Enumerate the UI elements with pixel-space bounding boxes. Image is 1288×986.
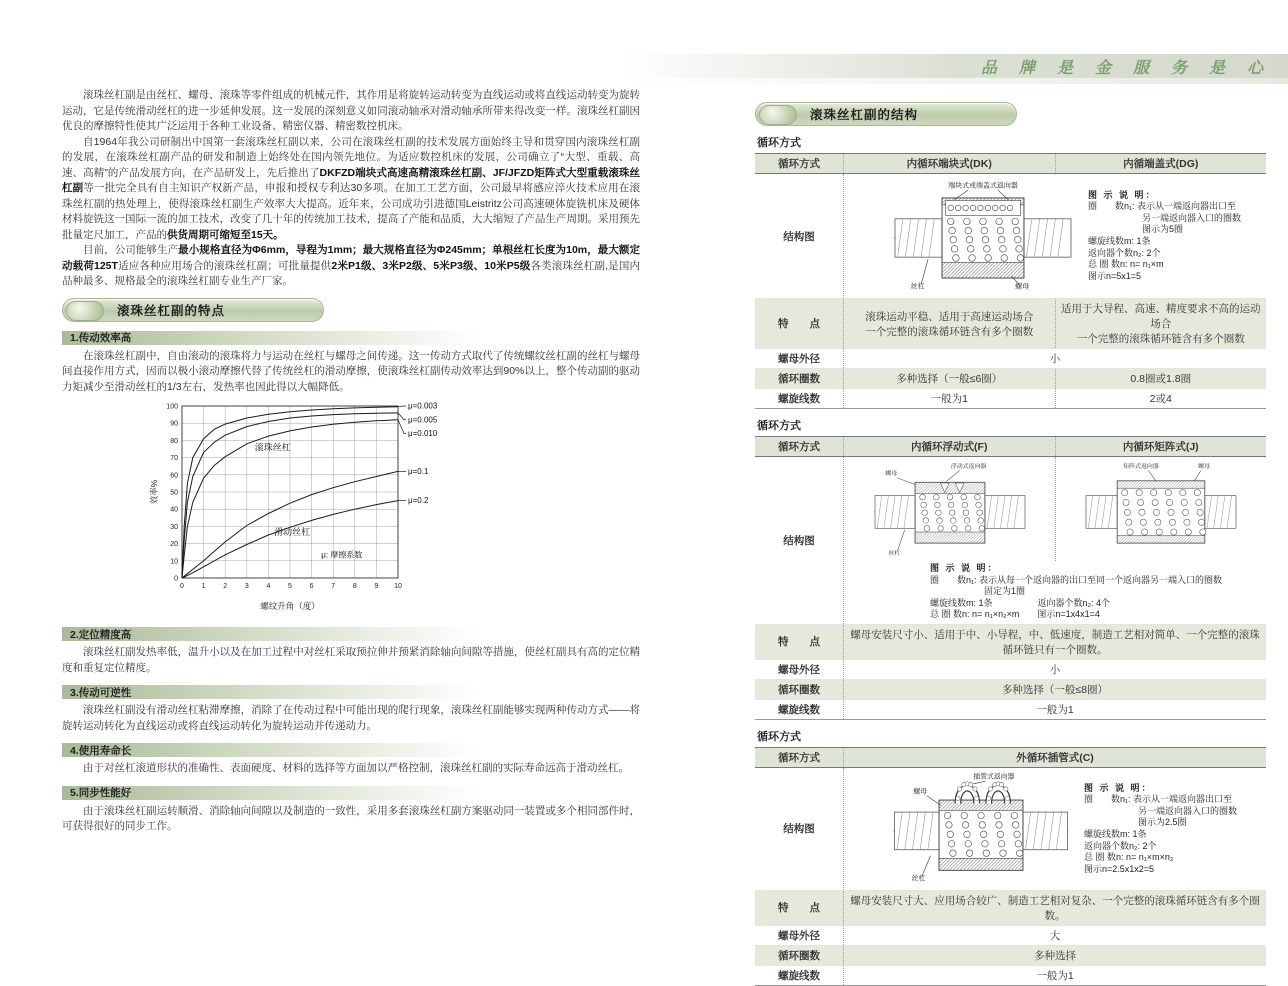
svg-text:μ=0.1: μ=0.1 [408, 466, 429, 476]
cell-line: 一个完整的滚珠循环链含有多个圈数 [1076, 333, 1245, 345]
feature-heading: 5.同步性能好 [62, 786, 640, 800]
svg-text:μ=0.010: μ=0.010 [408, 429, 438, 439]
row-label-cell: 螺旋线数 [778, 393, 820, 405]
svg-text:螺母: 螺母 [1015, 283, 1030, 291]
table-data-cell [843, 625, 1266, 659]
table-row [755, 679, 1266, 699]
row-label-cell: 螺旋线数 [778, 703, 820, 716]
table-header-cell: 循环方式 [778, 751, 820, 764]
table-data-cell [843, 680, 1266, 699]
feature-paragraph: 滚珠丝杠副发热率低，温升小以及在加工过程中对丝杠采取预拉伸并预紧消除轴向间隙等措施，使丝杠副具有高的定位精度和重复定位精度。 [62, 646, 640, 674]
table-data-cell [843, 966, 1266, 985]
text-run: 各类滚珠丝杠副,是国内品种最多、规格最全的滚珠丝杠副专业生产厂家。 [62, 259, 641, 287]
table-row [755, 890, 1266, 925]
svg-text:100: 100 [166, 403, 178, 411]
cell-line: 多种选择 [1034, 949, 1076, 962]
legend-line: 圈 数n₁: 表示从每一个返向器的出口至同一个返向器另一端入口的圈数 [930, 574, 1223, 585]
diagram-legend [1088, 190, 1241, 283]
structure-row-label: 结构图 [783, 230, 815, 243]
diagram-row [844, 457, 1266, 561]
diagram-cell [844, 457, 1055, 561]
cell-line: 螺母安装尺寸小、适用于中、小导程，中、低速度，制造工艺相对简单、一个完整的滚珠循环链只有一个圈数。 [850, 628, 1260, 656]
left-page [62, 88, 640, 835]
text-run: 目前，公司能够生产 [83, 244, 179, 256]
structure-content [843, 174, 1266, 298]
table-row [755, 965, 1266, 985]
svg-text:螺纹升角（度）: 螺纹升角（度） [260, 601, 320, 611]
svg-text:浮动式返向器: 浮动式返向器 [950, 464, 986, 471]
legend-line: 另一端返向器入口的圈数 [1084, 805, 1238, 816]
legend-line: 图示为5圈 [1088, 224, 1184, 235]
cell-line: 多种选择（一般≤8圈） [1001, 683, 1109, 696]
cell-line: 0.8圈或1.8圈 [1130, 373, 1192, 385]
page-header-band [620, 54, 1288, 78]
svg-text:6: 6 [309, 583, 314, 590]
structure-content [843, 768, 1266, 890]
feature-heading: 3.传动可逆性 [62, 685, 640, 699]
bold-text: 最小规格直径为Φ6mm，导程为1mm；最大规格直径为Φ245mm；单根丝杠长度为10m，最大额定动载荷125T [62, 244, 641, 272]
svg-text:70: 70 [170, 455, 178, 463]
intro-paragraph [62, 135, 640, 244]
table-data-cell [843, 926, 1266, 945]
legend-line: 返向器个数n₂: 2个 [1088, 247, 1161, 258]
table-header-row [755, 153, 1266, 174]
svg-text:2: 2 [223, 583, 228, 590]
table-header-cell: 循环方式 [778, 158, 820, 170]
row-label-cell: 螺旋线数 [778, 969, 820, 982]
table-row [755, 624, 1266, 659]
structure-content [843, 457, 1266, 624]
screw-diagram-matrix [1082, 460, 1240, 558]
row-label-cell: 特 点 [778, 636, 820, 649]
svg-text:0: 0 [180, 583, 184, 590]
svg-text:9: 9 [374, 583, 379, 590]
features-section-header [62, 298, 324, 322]
row-label-cell: 螺母外径 [778, 663, 820, 676]
svg-text:4: 4 [266, 583, 271, 590]
diagram-cell [890, 177, 1076, 295]
table-data-cell [843, 891, 1266, 925]
efficiency-chart-svg [146, 399, 478, 613]
svg-text:μ=0.2: μ=0.2 [408, 496, 429, 506]
svg-text:丝杠: 丝杠 [911, 875, 926, 883]
table-data-cell [843, 299, 1055, 348]
feature-paragraph: 由于对丝杠滚道形状的准确性、表面硬度、材料的选择等方面加以严格控制，滚珠丝杠副的实际寿命远高于滑动丝杠。 [83, 762, 629, 774]
table-row [755, 659, 1266, 679]
structure-section-title: 滚珠丝杠副的结构 [810, 108, 919, 122]
legend-line: 总 圈 数n: n= n₁×n₂×m 图示n=1x4x1=4 [930, 609, 1100, 620]
cell-line: 滚珠运动平稳、适用于高速运动场合 [865, 310, 1034, 323]
table-data-cell [843, 946, 1266, 965]
table-header-cell: 内循环矩阵式(J) [1055, 437, 1267, 456]
feature-paragraph: 滚珠丝杠副没有滑动丝杠粘滞摩擦，消除了在传动过程中可能出现的爬行现象，滚珠丝杠副能够实现两种传动方式——将旋转运动转化为直线运动或将直线运动转化为旋转运动并传递动力。 [62, 704, 640, 732]
cell-line: 一般为1 [1036, 703, 1074, 716]
svg-text:滑动丝杠: 滑动丝杠 [274, 527, 311, 537]
circulation-table-1 [755, 153, 1266, 409]
legend-line: 螺旋线数m: 1条 [1084, 828, 1147, 839]
svg-text:50: 50 [170, 489, 178, 497]
table-data-cell [843, 369, 1055, 388]
legend-line: 固定为1圈 [930, 586, 1026, 597]
table-header-row [755, 436, 1266, 457]
svg-text:螺母: 螺母 [1198, 464, 1210, 471]
screw-diagram-endblock [890, 177, 1076, 292]
legend-line: 圈 数n₁: 表示从一端返向器出口至 [1084, 794, 1233, 805]
table-header-cell: 内循端盖式(DG) [1055, 154, 1267, 173]
bold-text: DKFZD端块式高速高精滚珠丝杠副、JF/JFZD矩阵式大型重载滚珠丝杠副 [62, 166, 641, 194]
diagram-cell [890, 771, 1072, 887]
table-header-row [755, 747, 1266, 768]
svg-text:60: 60 [170, 472, 178, 480]
structure-row [755, 768, 1266, 890]
table-row [755, 945, 1266, 965]
svg-text:1: 1 [201, 583, 206, 590]
row-label-cell: 特 点 [778, 318, 820, 330]
cell-line: 一个完整的滚珠循环链含有多个圈数 [865, 325, 1034, 338]
structure-row [755, 457, 1266, 624]
row-label-cell: 循环圈数 [778, 373, 820, 385]
bold-text: 供货周期可缩短至15天。 [167, 228, 284, 241]
row-label-cell: 螺母外径 [778, 929, 820, 942]
svg-text:30: 30 [170, 523, 178, 531]
svg-text:90: 90 [170, 420, 178, 428]
svg-text:丝杠: 丝杠 [887, 551, 900, 558]
cell-line: 螺母安装尺寸大、应用场合较广、制造工艺相对复杂、一个完整的滚珠循环链含有多个圈数。 [850, 894, 1260, 922]
table-data-cell [843, 700, 1266, 719]
svg-text:40: 40 [170, 506, 178, 514]
diagram-legend [1084, 783, 1237, 876]
structure-row-label: 结构图 [783, 823, 815, 836]
table-data-cell [843, 349, 1266, 368]
page-header-band-strip [620, 78, 1288, 84]
svg-text:螺母: 螺母 [913, 788, 928, 796]
text-run: 自1964年我公司研制出中国第一套滚珠丝杠副以来，公司在滚珠丝杠副的技术发展方面始终主导和贯穿国内滚珠丝杠副的发展，在滚珠丝杠副产品的研发和制造上始终处在国内领先地位。为适应数控机床的发展，公司确立了“大型、重载、高速、高精”的产品发展方向，在产品研发上，先后推出了 [62, 135, 640, 179]
feature-paragraph: 由于滚珠丝杠副运转顺滑、消除轴向间隙以及制造的一致性，采用多套滚珠丝杠副方案驱动同一装置或多个相同部件时，可获得很好的同步工作。 [62, 804, 640, 832]
intro-paragraph [62, 88, 640, 135]
table-header-cell: 内循环浮动式(F) [843, 437, 1055, 456]
screw-diagram-tube [890, 771, 1072, 884]
table-data-cell [1055, 389, 1267, 408]
feature-heading: 4.使用寿命长 [62, 743, 640, 757]
intro-paragraph [62, 243, 640, 290]
table-data-cell [1055, 299, 1267, 348]
legend-line: 总 圈 数n: n= n₁×m×n₂ [1084, 852, 1174, 863]
circulation-table-2 [755, 436, 1266, 720]
table-data-cell [843, 389, 1055, 408]
svg-text:μ=0.005: μ=0.005 [408, 415, 438, 425]
intro-paragraphs [62, 88, 640, 290]
text-run: 等一批完全具有自主知识产权新产品，申报和授权专利达30多项。在加工工艺方面，公司最早将感应淬火技术应用在滚珠丝杠副的热处理上，使得滚珠丝杠副生产效率大大提高。近年来，公司成功引进德国Leistritz公司高速硬体旋铣机床及硬体材料旋铣这一国际一流的加工技术，改变了几十年的传统加工技术，提高了产能和品质，大大缩短了产品生产周期。采用预先批量定尺加工，产品的 [62, 182, 640, 241]
svg-text:3: 3 [244, 583, 249, 590]
feature-heading: 1.传动效率高 [62, 331, 640, 345]
features-section-title: 滚珠丝杠副的特点 [117, 303, 226, 318]
cell-line: 一般为1 [930, 393, 968, 405]
row-label-cell: 循环圈数 [778, 683, 820, 696]
svg-text:5: 5 [288, 583, 292, 590]
bold-text: 2米P1级、3米P2级、5米P3级、10米P5级 [331, 259, 531, 272]
section-ball-icon [66, 301, 104, 321]
legend-line: 图 示 说 明： [930, 563, 999, 573]
svg-text:80: 80 [170, 437, 178, 445]
legend-line: 图示为2.5圈 [1084, 817, 1187, 828]
efficiency-chart [146, 399, 640, 618]
circulation-tables [755, 134, 1266, 986]
table-header-cell: 内循环端块式(DK) [843, 154, 1055, 173]
svg-text:端块式或端盖式返向器: 端块式或端盖式返向器 [948, 182, 1018, 190]
svg-text:螺母: 螺母 [884, 470, 897, 477]
table-caption: 循环方式 [757, 730, 801, 743]
table-data-cell [843, 660, 1266, 679]
legend-line: 另一端返向器入口的圈数 [1088, 212, 1242, 223]
svg-text:效率%: 效率% [149, 479, 159, 505]
svg-text:10: 10 [170, 558, 178, 566]
section-ball-icon [759, 105, 797, 125]
row-label-cell: 特 点 [778, 902, 820, 915]
feature-heading: 2.定位精度高 [62, 627, 640, 641]
feature-paragraph: 在滚珠丝杠副中，自由滚动的滚珠将力与运动在丝杠与螺母之间传递。这一传动方式取代了传统螺纹丝杠副的丝杠与螺母间直接作用方式，因而以极小滚动摩擦代替了传统丝杠的滑动摩擦，使滚珠丝杠副传动效率达到90%以上，整个传动副的驱动力矩减少至滑动丝杠的1/3左右，发热率也因此得以大幅降低。 [62, 349, 640, 393]
svg-text:μ=0.003: μ=0.003 [408, 401, 438, 411]
cell-line: 一般为1 [1036, 969, 1074, 982]
page-slogan: 品 牌 是 金 服 务 是 心 [980, 59, 1272, 77]
screw-diagram-float [871, 460, 1029, 558]
legend-line: 总 圈 数n: n= n₁×m [1088, 259, 1164, 270]
svg-text:插管式返向器: 插管式返向器 [973, 773, 1015, 781]
svg-text:μ: 摩擦系数: μ: 摩擦系数 [321, 550, 363, 560]
legend-line: 圈 数n₁: 表示从一端返向器出口至 [1088, 201, 1237, 212]
text-run: 适应各种应用场合的滚珠丝杠副；可批量提供 [117, 259, 332, 272]
table-data-cell [1055, 369, 1267, 388]
cell-line: 小 [1049, 663, 1061, 676]
table-row [755, 298, 1266, 348]
svg-text:矩阵式返向器: 矩阵式返向器 [1123, 464, 1159, 471]
circulation-table-3 [755, 747, 1266, 986]
cell-line: 大 [1049, 929, 1061, 942]
legend-line: 螺旋线数m: 1条 [1088, 236, 1151, 246]
row-label-cell: 螺母外径 [778, 353, 820, 365]
table-row [755, 348, 1266, 368]
legend-line: 图 示 说 明： [1088, 189, 1157, 200]
svg-text:滚珠丝杠: 滚珠丝杠 [254, 442, 291, 453]
table-caption: 循环方式 [757, 137, 801, 149]
svg-text:10: 10 [394, 583, 402, 590]
table-row [755, 388, 1266, 408]
legend-line: 图 示 说 明： [1084, 782, 1153, 793]
svg-text:7: 7 [331, 583, 336, 590]
structure-row [755, 174, 1266, 298]
svg-text:丝杠: 丝杠 [910, 283, 925, 291]
features-list [62, 331, 640, 835]
text-run: 滚珠丝杠副是由丝杠、螺母、滚珠等零件组成的机械元件，其作用是将旋转运动转变为直线运动或将直线运动转变为旋转运动，它是传统滑动丝杠的进一步延伸发展。这一发展的深刻意义如同滚动轴承对滑动轴承所带来得改变一样。滚珠丝杠副因优良的摩擦特性使其广泛运用于各种工业设备、精密仪器、精密数控机床。 [62, 89, 640, 132]
svg-text:20: 20 [170, 541, 178, 549]
table-row [755, 699, 1266, 719]
legend-line: 图示n=2.5x1x2=5 [1084, 863, 1155, 874]
table-header-cell: 循环方式 [778, 441, 820, 453]
right-page [755, 94, 1266, 986]
cell-line: 小 [1049, 353, 1061, 365]
table-row [755, 368, 1266, 388]
cell-line: 多种选择（一般≤6圈） [896, 373, 1003, 385]
legend-line: 返向器个数n₂: 2个 [1084, 840, 1157, 851]
legend-line: 图示n=5x1=5 [1088, 270, 1142, 281]
structure-row-label: 结构图 [783, 534, 815, 547]
cell-line: 2或4 [1149, 393, 1172, 405]
diagram-legend [930, 563, 1266, 621]
table-header-cell: 外循环插管式(C) [843, 748, 1266, 767]
structure-section-header [755, 102, 1017, 126]
table-row [755, 925, 1266, 945]
cell-line: 适用于大导程、高速、精度要求不高的运动场合 [1061, 303, 1261, 330]
table-caption: 循环方式 [757, 420, 801, 432]
svg-text:0: 0 [174, 575, 178, 583]
svg-text:8: 8 [352, 583, 357, 590]
row-label-cell: 循环圈数 [778, 949, 820, 962]
diagram-cell [1055, 457, 1266, 561]
legend-line: 螺旋线数m: 1条 返向器个数n₂: 4个 [930, 597, 1111, 608]
